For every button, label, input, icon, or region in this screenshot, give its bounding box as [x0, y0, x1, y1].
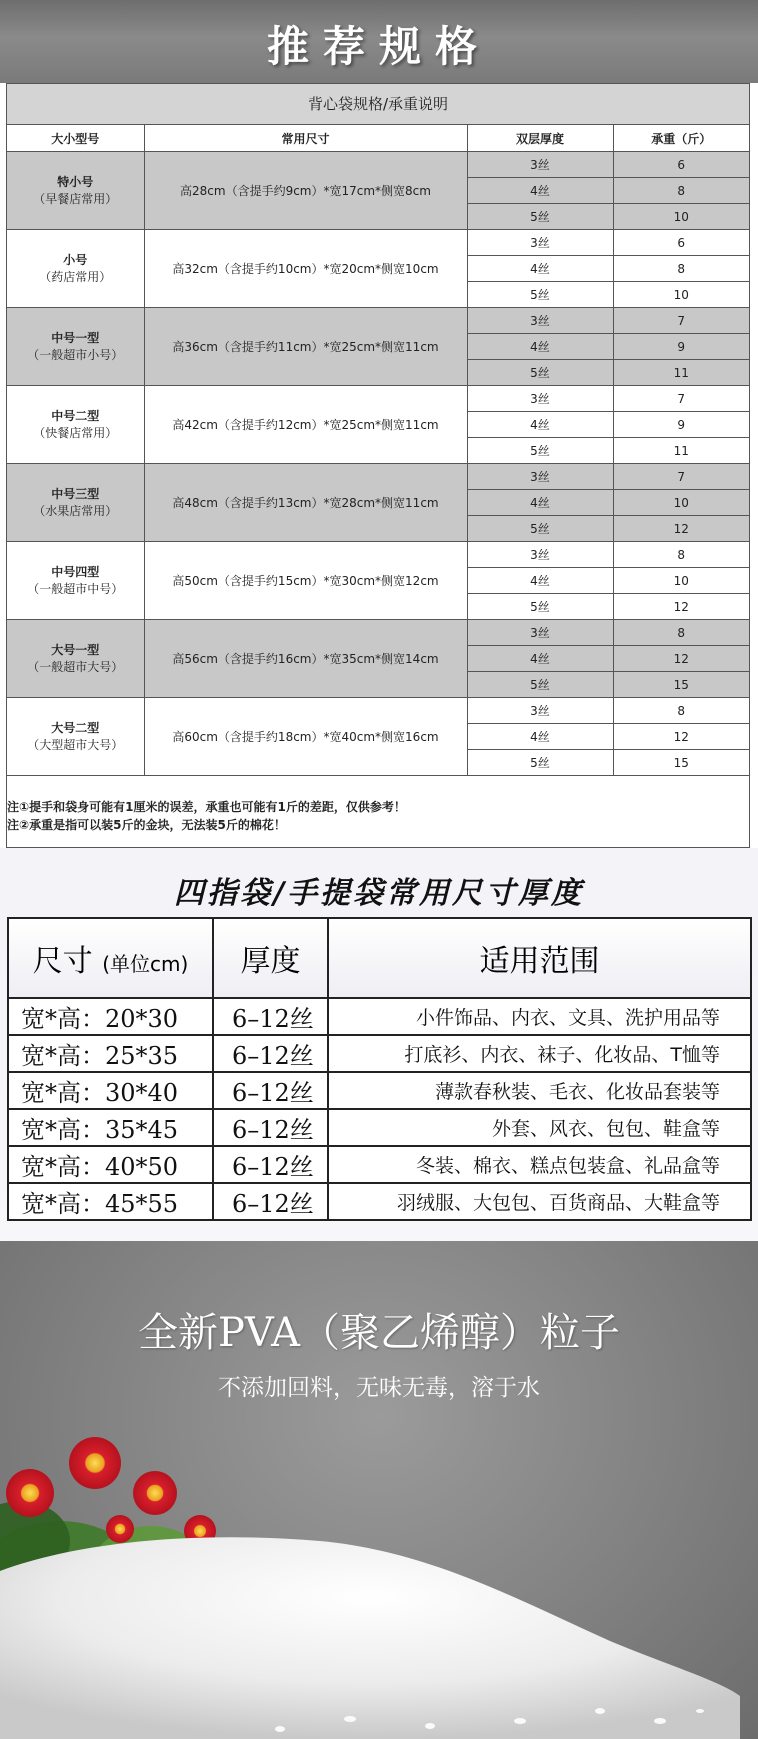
model-name: 小号: [63, 252, 88, 267]
model-cell: [7, 308, 144, 386]
thickness-cell: 4丝: [467, 334, 613, 360]
load-cell: 11: [613, 438, 749, 464]
usage-cell: 冬装、棉衣、糕点包装盒、礼品盒等: [328, 1146, 751, 1183]
spec-note-2: 注②承重是指可以装5斤的金块，无法装5斤的棉花！: [7, 818, 286, 832]
model-name: 中号一型: [51, 330, 100, 345]
model-name: 大号一型: [51, 642, 100, 657]
load-cell: 8: [613, 698, 749, 724]
thickness-cell: 6–12丝: [213, 1109, 328, 1146]
thickness-cell: 6–12丝: [213, 1146, 328, 1183]
thickness-cell: 6–12丝: [213, 1183, 328, 1220]
load-cell: 11: [613, 360, 749, 386]
model-note: （药店常用）: [39, 269, 112, 284]
spec-table-row: [7, 464, 749, 490]
load-cell: 10: [613, 282, 749, 308]
thickness-cell: 6–12丝: [213, 1072, 328, 1109]
load-cell: 12: [613, 724, 749, 750]
size-cell: 宽*高：30*40: [8, 1072, 213, 1109]
spec-table: [7, 125, 749, 776]
header-model: 大小型号: [7, 125, 144, 152]
thickness-cell: 5丝: [467, 360, 613, 386]
load-cell: 8: [613, 542, 749, 568]
thickness-cell: 3丝: [467, 698, 613, 724]
load-cell: 12: [613, 646, 749, 672]
usage-cell: 外套、风衣、包包、鞋盒等: [328, 1109, 751, 1146]
size-cell: 高56cm（含提手约16cm）*宽35cm*侧宽14cm: [144, 620, 467, 698]
header-size-unit: (单位cm): [102, 952, 189, 976]
thickness-cell: 4丝: [467, 490, 613, 516]
spec-table-row: [7, 542, 749, 568]
thickness-cell: 5丝: [467, 516, 613, 542]
thickness-cell: 4丝: [467, 412, 613, 438]
model-cell: [7, 152, 144, 230]
spec-table-row: [7, 230, 749, 256]
thickness-cell: 4丝: [467, 568, 613, 594]
load-cell: 15: [613, 750, 749, 776]
model-name: 中号四型: [51, 564, 100, 579]
model-cell: [7, 230, 144, 308]
size-cell: 高50cm（含提手约15cm）*宽30cm*侧宽12cm: [144, 542, 467, 620]
thickness-cell: 5丝: [467, 438, 613, 464]
load-cell: 9: [613, 334, 749, 360]
model-note: （大型超市大号）: [27, 737, 124, 752]
load-cell: 7: [613, 464, 749, 490]
header-size-label: 尺寸: [32, 944, 93, 979]
usage-cell: 打底衫、内衣、袜子、化妆品、T恤等: [328, 1035, 751, 1072]
thickness-cell: 5丝: [467, 594, 613, 620]
spec-notes: [7, 776, 749, 834]
load-cell: 7: [613, 386, 749, 412]
load-cell: 7: [613, 308, 749, 334]
header-size: 常用尺寸: [144, 125, 467, 152]
thickness-cell: 3丝: [467, 230, 613, 256]
thickness-cell: 3丝: [467, 542, 613, 568]
thickness-cell: 3丝: [467, 620, 613, 646]
model-note: （快餐店常用）: [33, 425, 118, 440]
model-cell: [7, 386, 144, 464]
handbag-table-row: [8, 1072, 751, 1109]
header-usage: 适用范围: [328, 918, 751, 998]
spec-table-row: [7, 620, 749, 646]
spec-table-row: [7, 698, 749, 724]
thickness-cell: 4丝: [467, 646, 613, 672]
load-cell: 6: [613, 230, 749, 256]
thickness-cell: 4丝: [467, 724, 613, 750]
load-cell: 15: [613, 672, 749, 698]
thickness-cell: 3丝: [467, 152, 613, 178]
handbag-table-row: [8, 1035, 751, 1072]
model-cell: [7, 698, 144, 776]
load-cell: 10: [613, 568, 749, 594]
model-name: 特小号: [57, 174, 94, 189]
spec-table-caption: 背心袋规格/承重说明: [7, 84, 749, 125]
model-note: （一般超市小号）: [27, 347, 124, 362]
spec-table-panel: [6, 83, 750, 848]
load-cell: 8: [613, 620, 749, 646]
size-cell: 高42cm（含提手约12cm）*宽25cm*侧宽11cm: [144, 386, 467, 464]
header-thickness: 厚度: [213, 918, 328, 998]
material-subtitle: 不添加回料，无味无毒，溶于水: [218, 1375, 540, 1401]
header-thickness: 双层厚度: [467, 125, 613, 152]
spec-table-row: [7, 152, 749, 178]
thickness-cell: 5丝: [467, 750, 613, 776]
load-cell: 8: [613, 256, 749, 282]
thickness-cell: 4丝: [467, 256, 613, 282]
header-banner: [0, 0, 758, 83]
usage-cell: 小件饰品、内衣、文具、洗护用品等: [328, 998, 751, 1035]
size-cell: 宽*高：20*30: [8, 998, 213, 1035]
handbag-section-title: 四指袋/手提袋常用尺寸厚度: [174, 876, 584, 911]
pellet-pile: [0, 1537, 740, 1739]
thickness-cell: 5丝: [467, 282, 613, 308]
handbag-table-body: [8, 998, 751, 1220]
spec-table-body: [7, 152, 749, 776]
model-note: （一般超市大号）: [27, 659, 124, 674]
handbag-table-header-row: [8, 918, 751, 998]
banner-title: 推荐规格: [266, 22, 491, 71]
thickness-cell: 5丝: [467, 204, 613, 230]
handbag-table: [7, 917, 752, 1221]
model-name: 中号三型: [51, 486, 100, 501]
material-section: [0, 1241, 758, 1739]
thickness-cell: 3丝: [467, 308, 613, 334]
model-note: （一般超市中号）: [27, 581, 124, 596]
thickness-cell: 3丝: [467, 464, 613, 490]
thickness-cell: 5丝: [467, 672, 613, 698]
load-cell: 10: [613, 490, 749, 516]
spec-table-row: [7, 386, 749, 412]
thickness-cell: 4丝: [467, 178, 613, 204]
load-cell: 12: [613, 516, 749, 542]
header-size: [8, 918, 213, 998]
load-cell: 9: [613, 412, 749, 438]
model-cell: [7, 464, 144, 542]
model-name: 大号二型: [51, 720, 100, 735]
model-note: （早餐店常用）: [33, 191, 118, 206]
spec-note-1: 注①提手和袋身可能有1厘米的误差，承重也可能有1斤的差距，仅供参考！: [7, 800, 406, 814]
size-cell: 宽*高：45*55: [8, 1183, 213, 1220]
size-cell: 高60cm（含提手约18cm）*宽40cm*侧宽16cm: [144, 698, 467, 776]
spec-table-header-row: [7, 125, 749, 152]
model-note: （水果店常用）: [33, 503, 118, 518]
size-cell: 高48cm（含提手约13cm）*宽28cm*侧宽11cm: [144, 464, 467, 542]
size-cell: 宽*高：35*45: [8, 1109, 213, 1146]
spec-table-row: [7, 308, 749, 334]
handbag-table-row: [8, 1109, 751, 1146]
thickness-cell: 6–12丝: [213, 998, 328, 1035]
usage-cell: 羽绒服、大包包、百货商品、大鞋盒等: [328, 1183, 751, 1220]
size-cell: 宽*高：40*50: [8, 1146, 213, 1183]
load-cell: 8: [613, 178, 749, 204]
header-load: 承重（斤）: [613, 125, 749, 152]
size-cell: 宽*高：25*35: [8, 1035, 213, 1072]
size-cell: 高28cm（含提手约9cm）*宽17cm*侧宽8cm: [144, 152, 467, 230]
size-cell: 高32cm（含提手约10cm）*宽20cm*侧宽10cm: [144, 230, 467, 308]
thickness-cell: 6–12丝: [213, 1035, 328, 1072]
load-cell: 12: [613, 594, 749, 620]
load-cell: 6: [613, 152, 749, 178]
handbag-table-row: [8, 1146, 751, 1183]
thickness-cell: 3丝: [467, 386, 613, 412]
model-name: 中号二型: [51, 408, 100, 423]
model-cell: [7, 620, 144, 698]
material-title: 全新PVA（聚乙烯醇）粒子: [138, 1310, 620, 1356]
size-cell: 高36cm（含提手约11cm）*宽25cm*侧宽11cm: [144, 308, 467, 386]
handbag-table-row: [8, 998, 751, 1035]
load-cell: 10: [613, 204, 749, 230]
model-cell: [7, 542, 144, 620]
handbag-table-row: [8, 1183, 751, 1220]
usage-cell: 薄款春秋装、毛衣、化妆品套装等: [328, 1072, 751, 1109]
